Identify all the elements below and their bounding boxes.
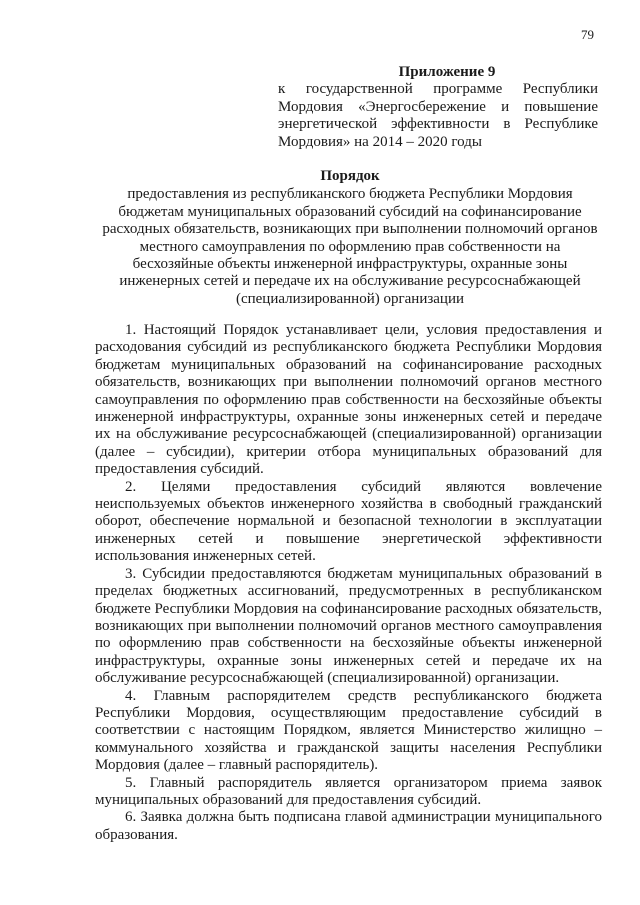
paragraph-2: 2. Целями предоставления субсидий являются вовлечение неиспользуемых объектов инженерного хозяйства в свободный гражданский оборот, обеспечение нормальной и безопасной технологии в эксплуатации инженерных сетей и повышение энергетической эффективности использования инженерных сетей. bbox=[95, 478, 602, 565]
document-heading bbox=[90, 168, 610, 308]
appendix-text: к государственной программе Республики Мордовия «Энергосбережение и повышение энергетической эффективности в Республике Мордовия» на 2014 – 2020 годы bbox=[278, 81, 598, 150]
heading-line: (специализированной) организации bbox=[235, 290, 465, 307]
document-body bbox=[95, 322, 602, 844]
appendix-title: Приложение 9 bbox=[398, 64, 496, 80]
paragraph-5: 5. Главный распорядитель является организатором приема заявок муниципальных образований для предоставления субсидий. bbox=[95, 774, 602, 808]
paragraph-6: 6. Заявка должна быть подписана главой администрации муниципального образования. bbox=[95, 809, 602, 843]
heading-line: бесхозяйные объекты инженерной инфраструктуры, охранные зоны bbox=[132, 256, 568, 273]
heading-line: бюджетам муниципальных образований субсидий на софинансирование bbox=[118, 203, 582, 220]
paragraph-1: 1. Настоящий Порядок устанавливает цели, условия предоставления и расходования субсидий из республиканского бюджета Республики Мордовия бюджетам муниципальных образований на софинансирование расходных обязательств, возникающих при выполнении полномочий органов местного самоуправления по оформлению прав собственности на бесхозяйные объекты инженерной инфраструктуры, охранные зоны инженерных сетей и передаче их на обслуживание ресурсоснабжающей (специализированной) организации (далее – субсидии), критерии отбора муниципальных образований для предоставления субсидий. bbox=[95, 322, 602, 478]
paragraph-3: 3. Субсидии предоставляются бюджетам муниципальных образований в пределах бюджетных ассигнований, предусмотренных в республиканском бюджете Республики Мордовия на софинансирование расходных обязательств, возникающих при выполнении полномочий органов местного самоуправления по оформлению прав собственности на бесхозяйные объекты инженерной инфраструктуры, охранные зоны инженерных сетей и передаче их на обслуживание ресурсоснабжающей (специализированной) организации. bbox=[95, 565, 602, 687]
heading-line: инженерных сетей и передаче их на обслуживание ресурсоснабжающей bbox=[119, 273, 581, 290]
heading-title: Порядок bbox=[320, 168, 380, 184]
heading-line: местного самоуправления по оформлению прав собственности на bbox=[139, 238, 561, 255]
appendix-block bbox=[278, 64, 598, 151]
heading-line: предоставления из республиканского бюджета Республики Мордовия bbox=[127, 186, 573, 203]
page-number: 79 bbox=[581, 27, 594, 42]
heading-line: расходных обязательств, возникающих при выполнении полномочий органов bbox=[102, 221, 598, 238]
paragraph-4: 4. Главным распорядителем средств республиканского бюджета Республики Мордовия, осуществляющим предоставление субсидий в соответствии с настоящим Порядком, является Министерство жилищно – коммунального хозяйства и гражданской защиты населения Республики Мордовия (далее – главный распорядитель). bbox=[95, 687, 602, 774]
